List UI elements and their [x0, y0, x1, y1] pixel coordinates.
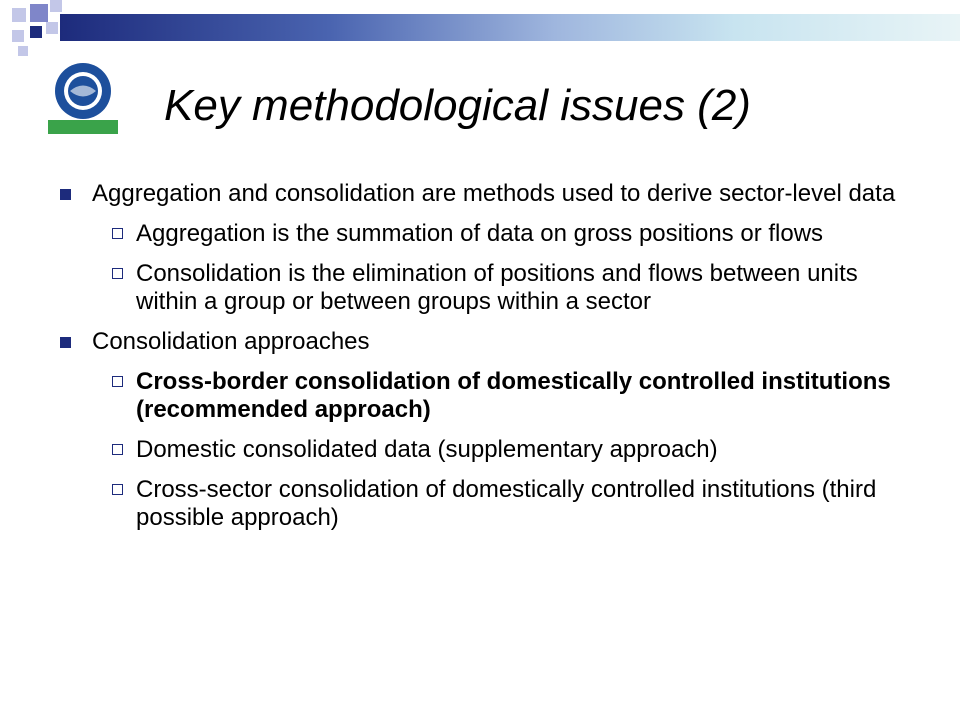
square-bullet-icon [60, 337, 71, 348]
decor-square [12, 8, 26, 22]
slide-content [60, 180, 920, 544]
sub-bullet-item [60, 476, 920, 532]
square-bullet-icon [60, 189, 71, 200]
bullet-text: Consolidation approaches [92, 328, 370, 355]
hollow-square-bullet-icon [112, 268, 123, 279]
sub-bullet-item [60, 220, 920, 248]
sub-bullet-text: Cross-sector consolidation of domestically controlled institutions (third possible approach) [136, 476, 877, 531]
bullet-text: Aggregation and consolidation are methods used to derive sector-level data [92, 180, 896, 207]
sub-bullet-item [60, 368, 920, 424]
imf-seal-icon [48, 58, 118, 134]
hollow-square-bullet-icon [112, 444, 123, 455]
decor-square [46, 22, 58, 34]
slide-title: Key methodological issues (2) [164, 81, 751, 130]
hollow-square-bullet-icon [112, 376, 123, 387]
header-gradient-bar [60, 14, 960, 41]
sub-bullet-item [60, 260, 920, 316]
decor-square [12, 30, 24, 42]
sub-bullet-item [60, 436, 920, 464]
bullet-item [60, 328, 920, 356]
decor-square [30, 26, 42, 38]
decor-square [30, 4, 48, 22]
sub-bullet-text: Consolidation is the elimination of positions and flows between units within a group or between groups within a sector [136, 260, 858, 315]
bullet-item [60, 180, 920, 208]
sub-bullet-text: Cross-border consolidation of domestically controlled institutions (recommended approach) [136, 368, 891, 423]
sub-bullet-text: Domestic consolidated data (supplementary approach) [136, 436, 718, 463]
decor-square [18, 46, 28, 56]
sub-bullet-text: Aggregation is the summation of data on gross positions or flows [136, 220, 824, 247]
decor-square [50, 0, 62, 12]
hollow-square-bullet-icon [112, 228, 123, 239]
hollow-square-bullet-icon [112, 484, 123, 495]
